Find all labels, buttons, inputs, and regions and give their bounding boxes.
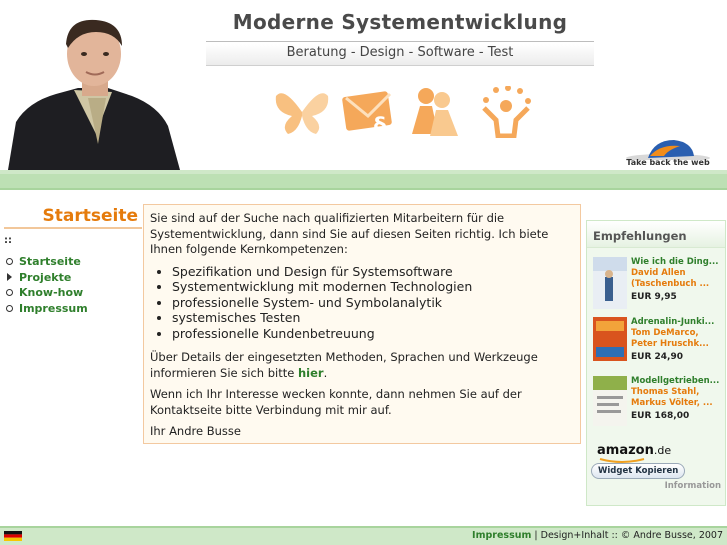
nav-item-label: Startseite bbox=[19, 255, 81, 269]
german-flag-icon[interactable] bbox=[4, 531, 22, 541]
nav-item-projekte[interactable] bbox=[6, 270, 88, 286]
competency-item: • Spezifikation und Design für Systemsoftware bbox=[172, 264, 574, 280]
details-text: Über Details der eingesetzten Methoden, Sprachen und Werkzeuge informieren Sie sich bitte bbox=[150, 350, 538, 380]
amazon-wordmark: amazon bbox=[597, 443, 654, 458]
signature: Ihr Andre Busse bbox=[150, 424, 241, 438]
nav-item-label: Projekte bbox=[19, 270, 72, 284]
footer-impressum-link[interactable]: Impressum bbox=[472, 530, 532, 541]
details-paragraph bbox=[150, 350, 574, 381]
book-price: EUR 24,90 bbox=[631, 352, 683, 362]
information-link[interactable]: Information bbox=[664, 481, 721, 491]
nav-marker: :: bbox=[4, 235, 12, 246]
book-info bbox=[631, 376, 725, 422]
take-back-the-web-badge[interactable] bbox=[624, 136, 712, 170]
header bbox=[0, 0, 727, 170]
competency-item: • professionelle Kundenbetreuung bbox=[172, 326, 574, 342]
people-group-icon bbox=[406, 86, 462, 138]
book-cover-image bbox=[593, 257, 627, 309]
nav-bullet-icon bbox=[6, 258, 13, 265]
badge-label: Take back the web bbox=[626, 158, 710, 167]
book-cover-image bbox=[593, 376, 627, 426]
juggler-icon bbox=[478, 86, 534, 138]
book-item[interactable] bbox=[593, 257, 723, 311]
nav-item-impressum[interactable] bbox=[6, 301, 88, 317]
legal-envelope-icon bbox=[340, 86, 396, 138]
portrait-photo bbox=[8, 14, 180, 170]
nav-item-startseite[interactable] bbox=[6, 254, 88, 270]
book-title[interactable]: Modellgetrieben... bbox=[631, 376, 720, 386]
competency-item: • professionelle System- und Symbolanalytik bbox=[172, 295, 574, 311]
competency-item: • Systementwicklung mit modernen Technologien bbox=[172, 279, 574, 295]
amazon-tld: .de bbox=[653, 444, 672, 457]
intro-paragraph: Sie sind auf der Suche nach qualifizierten Mitarbeitern für die Systementwicklung, dann sind Sie auf diesen Seiten richtig. Ich biete Ihnen folgende Kernkompetenzen: bbox=[150, 211, 549, 256]
book-title[interactable]: Adrenalin-Junki... bbox=[631, 317, 715, 327]
book-author: Thomas Stahl, Markus Völter, ... bbox=[631, 387, 713, 408]
svg-text:§: § bbox=[374, 112, 386, 138]
site-title: Moderne Systementwicklung bbox=[232, 10, 568, 34]
book-item[interactable] bbox=[593, 317, 723, 369]
footer-credits: | Design+Inhalt :: © Andre Busse, 2007 bbox=[531, 530, 723, 541]
title-divider bbox=[206, 41, 594, 42]
contact-paragraph: Wenn ich Ihr Interesse wecken konnte, dann nehmen Sie auf der Kontaktseite bitte Verbindung mit mir auf. bbox=[150, 387, 522, 417]
amazon-logo[interactable] bbox=[597, 443, 671, 458]
book-cover-image bbox=[593, 317, 627, 361]
book-price: EUR 9,95 bbox=[631, 292, 677, 302]
footer bbox=[0, 528, 727, 545]
nav-item-label: Impressum bbox=[19, 301, 88, 315]
footer-text bbox=[472, 530, 723, 541]
nav-heading-underline bbox=[4, 227, 142, 229]
header-band bbox=[0, 174, 727, 190]
site-tagline: Beratung - Design - Software - Test bbox=[206, 44, 594, 66]
nav-bullet-icon bbox=[6, 305, 13, 312]
book-info bbox=[631, 257, 725, 303]
nav-arrow-icon bbox=[7, 273, 12, 281]
competency-list bbox=[172, 264, 574, 342]
firefox-globe-icon bbox=[624, 136, 712, 160]
details-end: . bbox=[323, 365, 328, 380]
competency-item: • systemisches Testen bbox=[172, 310, 574, 326]
book-item[interactable] bbox=[593, 376, 723, 432]
book-author: Tom DeMarco, Peter Hruschk... bbox=[631, 328, 709, 349]
book-info bbox=[631, 317, 725, 363]
recommendations-heading: Empfehlungen bbox=[587, 221, 725, 248]
book-price: EUR 168,00 bbox=[631, 411, 690, 421]
book-title[interactable]: Wie ich die Ding... bbox=[631, 257, 719, 267]
nav-bullet-icon bbox=[6, 289, 13, 296]
widget-copy-button[interactable]: Widget Kopieren bbox=[591, 463, 685, 479]
nav-item-label: Know-how bbox=[19, 286, 84, 300]
nav-item-know-how[interactable] bbox=[6, 285, 88, 301]
main-content bbox=[143, 204, 581, 444]
main-navigation bbox=[6, 254, 88, 316]
recommendations-widget bbox=[586, 220, 726, 506]
details-link[interactable]: hier bbox=[297, 365, 324, 380]
nav-heading: Startseite bbox=[42, 206, 138, 226]
book-author: David Allen (Taschenbuch ... bbox=[631, 268, 710, 289]
butterfly-icon bbox=[274, 86, 330, 138]
